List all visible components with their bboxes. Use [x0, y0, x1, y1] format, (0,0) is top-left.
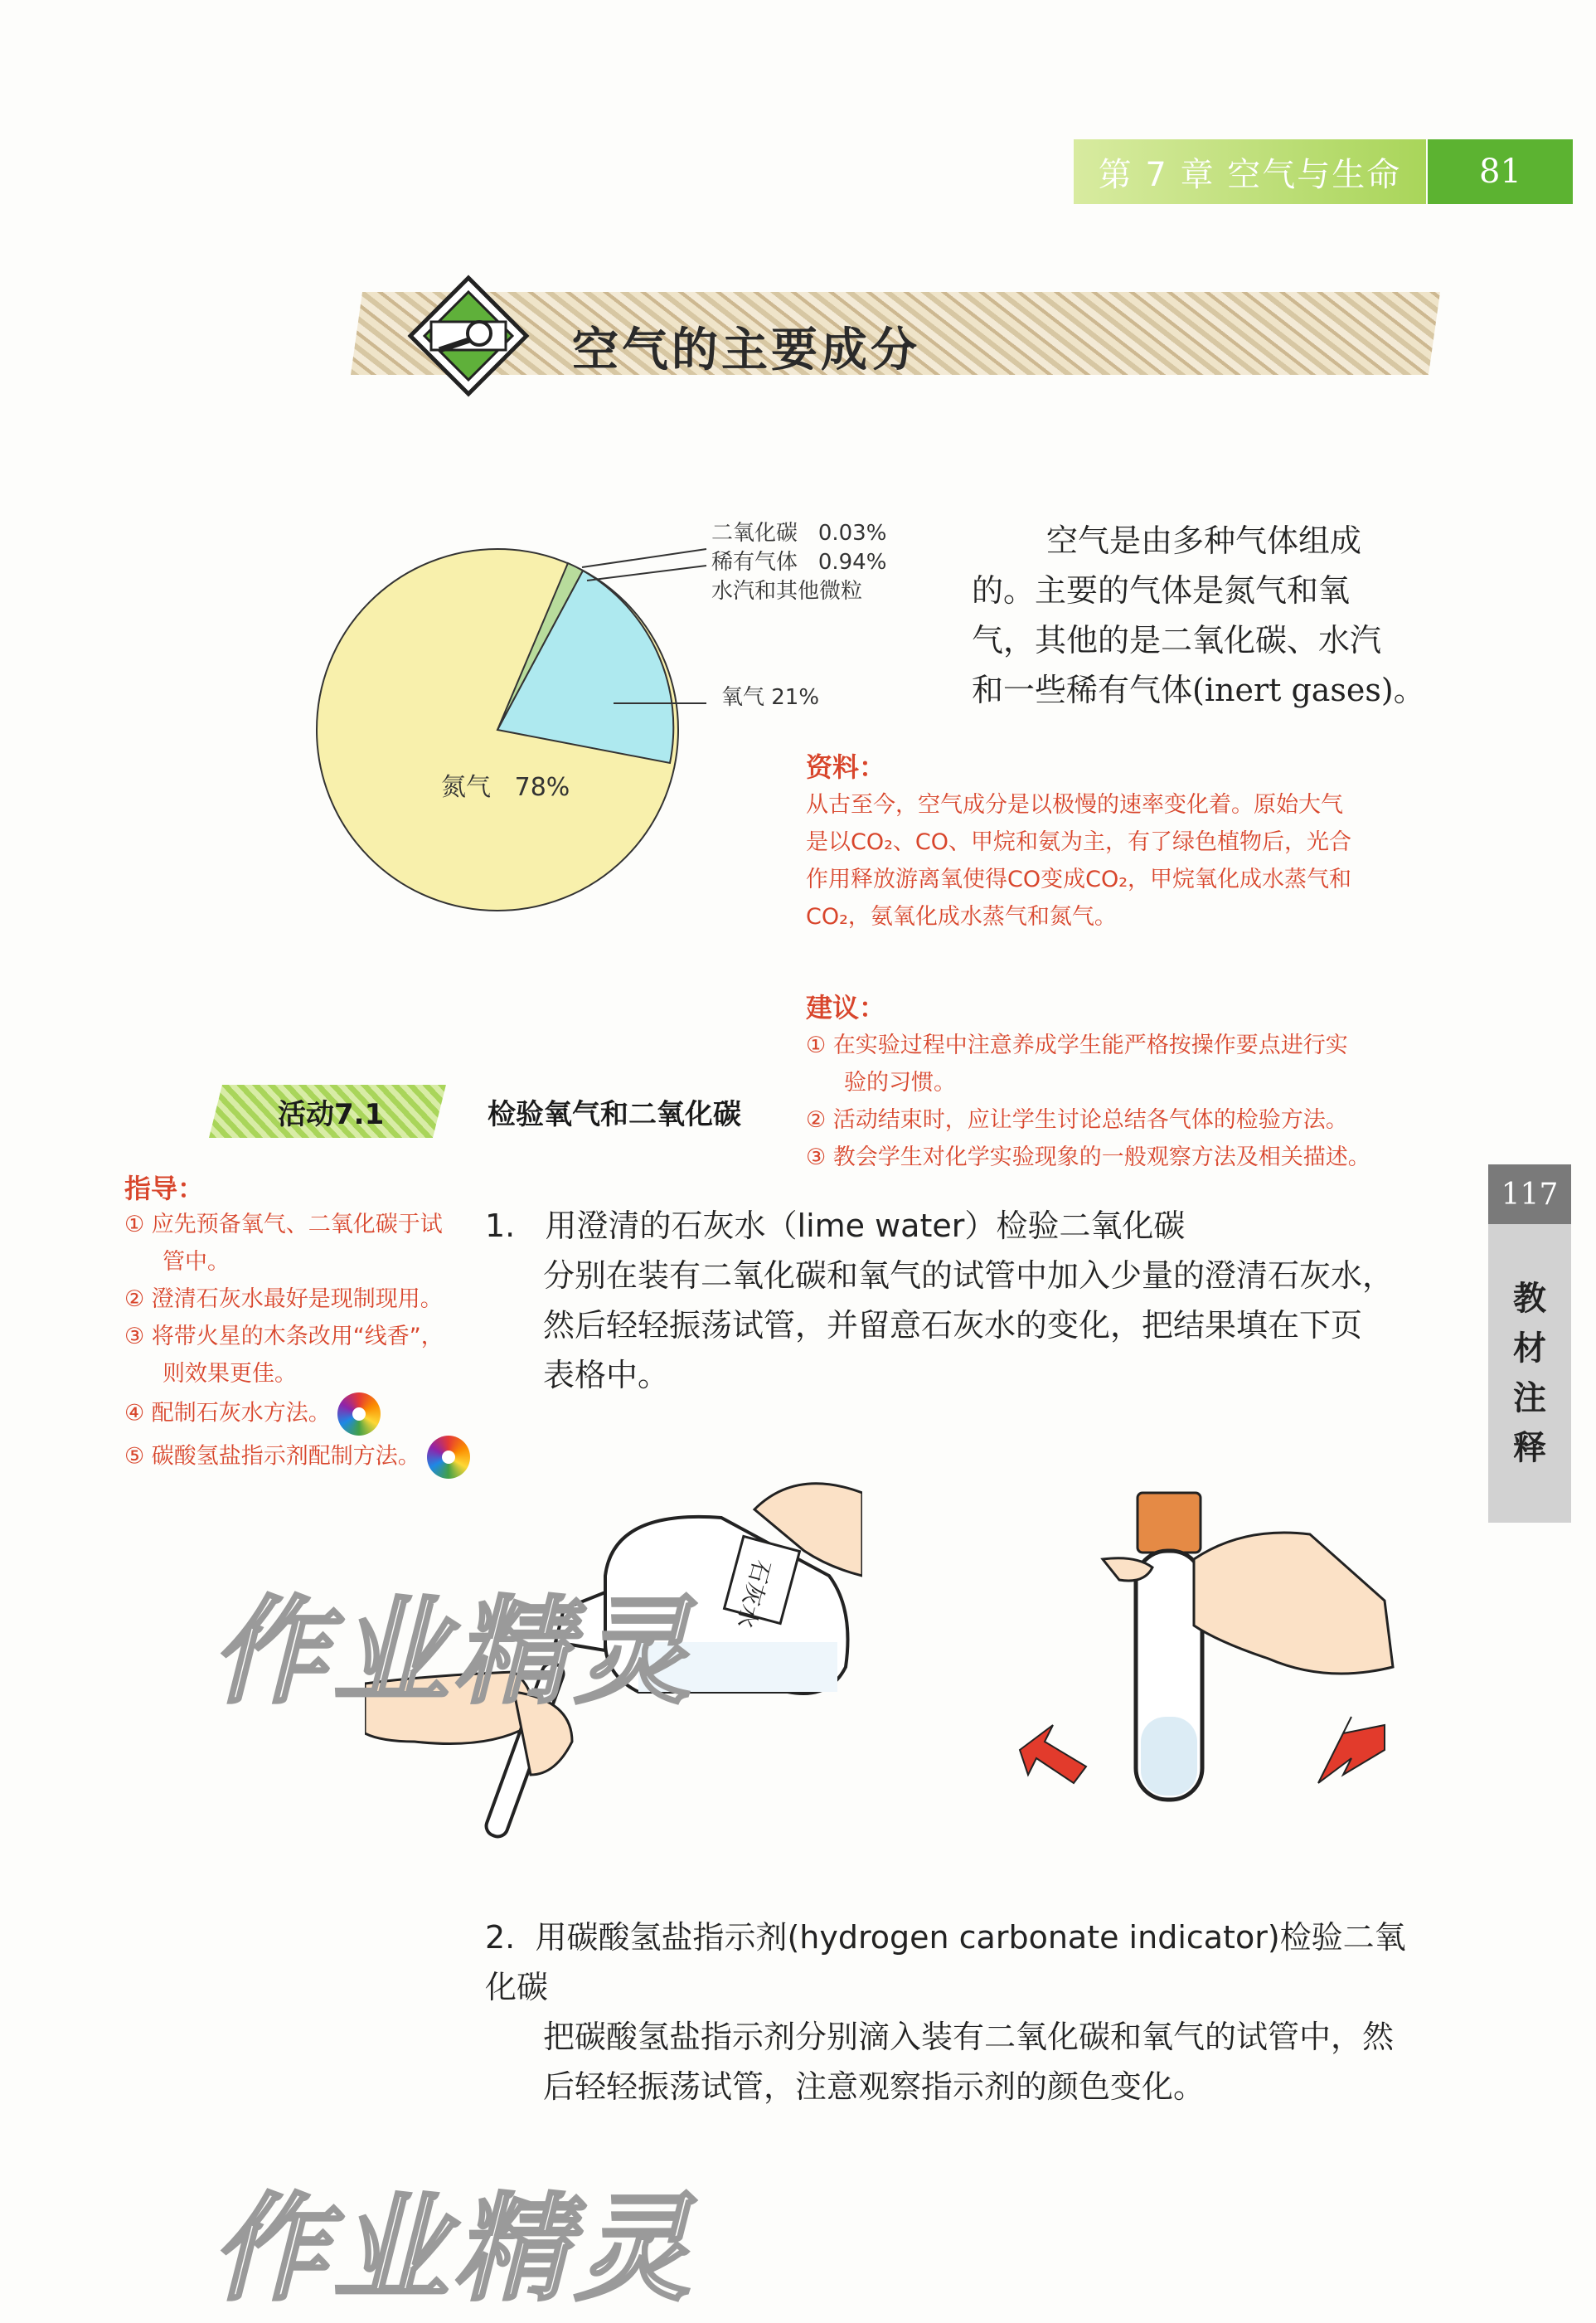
bottle-label: 石灰水	[730, 1557, 776, 1631]
step-1: 1. 用澄清的石灰水（lime water）检验二氧化碳 分别在装有二氧化碳和氧气的试管中加入少量的澄清石灰水， 然后轻轻振荡试管，并留意石灰水的变化，把结果填在下页 表格中。	[485, 1208, 1395, 1393]
shaking-illustration	[995, 1476, 1409, 1841]
cd-icon[interactable]	[427, 1436, 470, 1479]
intro-paragraph: 空气是由多种气体组成 的。主要的气体是氮气和氧 气，其他的是二氧化碳、水汽 和一些稀有气体(inert gases)。	[972, 522, 1425, 708]
label-oxygen: 氧气 21%	[721, 685, 820, 710]
page-number: 81	[1428, 139, 1573, 204]
magnifier-icon	[406, 274, 531, 398]
section-title: 空气的主要成分	[572, 323, 920, 377]
label-nitrogen: 氮气 78%	[441, 773, 570, 802]
label-co2: 二氧化碳 0.03%	[711, 521, 887, 546]
activity-title: 检验氧气和二氧化碳	[488, 1098, 741, 1131]
activity-label: 活动7.1	[278, 1098, 385, 1131]
jianyi-text: ① 在实验过程中注意养成学生能严格按操作要点进行实 验的习惯。 ② 活动结束时，应让学生讨论总结各气体的检验方法。 ③ 教会学生对化学实验现象的一般观察方法及相关描述。	[806, 1033, 1370, 1170]
side-tab-number: 117	[1488, 1164, 1571, 1224]
step-2: 2. 用碳酸氢盐指示剂(hydrogen carbonate indicator)检验二氧化碳 把碳酸氢盐指示剂分别滴入装有二氧化碳和氧气的试管中，然 后轻轻振荡试管，注意观察指示剂的颜色变化。	[485, 1919, 1406, 2105]
label-rare-gas: 稀有气体 0.94%	[711, 550, 887, 575]
side-tab-label: 教 材 注 释	[1488, 1224, 1571, 1523]
jianyi-heading: 建议：	[806, 992, 886, 1023]
zhidao-text: ① 应先预备氧气、二氧化碳于试 管中。 ② 澄清石灰水最好是现制现用。 ③ 将带火星的木条改用“线香”， 则效果更佳。 ④ 配制石灰水方法。 ⑤ 碳酸氢盐指示剂配制方法。	[124, 1206, 489, 1479]
pie-leader-lines	[580, 531, 713, 713]
watermark: 作业精灵	[211, 1585, 696, 1720]
cd-icon[interactable]	[337, 1392, 381, 1436]
label-water-vapor: 水汽和其他微粒	[711, 579, 863, 604]
watermark: 作业精灵	[211, 2182, 696, 2317]
ziliao-heading: 资料：	[806, 751, 886, 783]
ziliao-text: 从古至今，空气成分是以极慢的速率变化着。原始大气 是以CO₂、CO、甲烷和氨为主，有了绿色植物后，光合 作用释放游离氧使得CO变成CO₂，甲烷氧化成水蒸气和 CO₂，氨氧化成水蒸气和氮气。	[806, 792, 1352, 930]
chapter-title: 第 7 章 空气与生命	[1074, 139, 1426, 204]
zhidao-heading: 指导：	[124, 1173, 205, 1204]
